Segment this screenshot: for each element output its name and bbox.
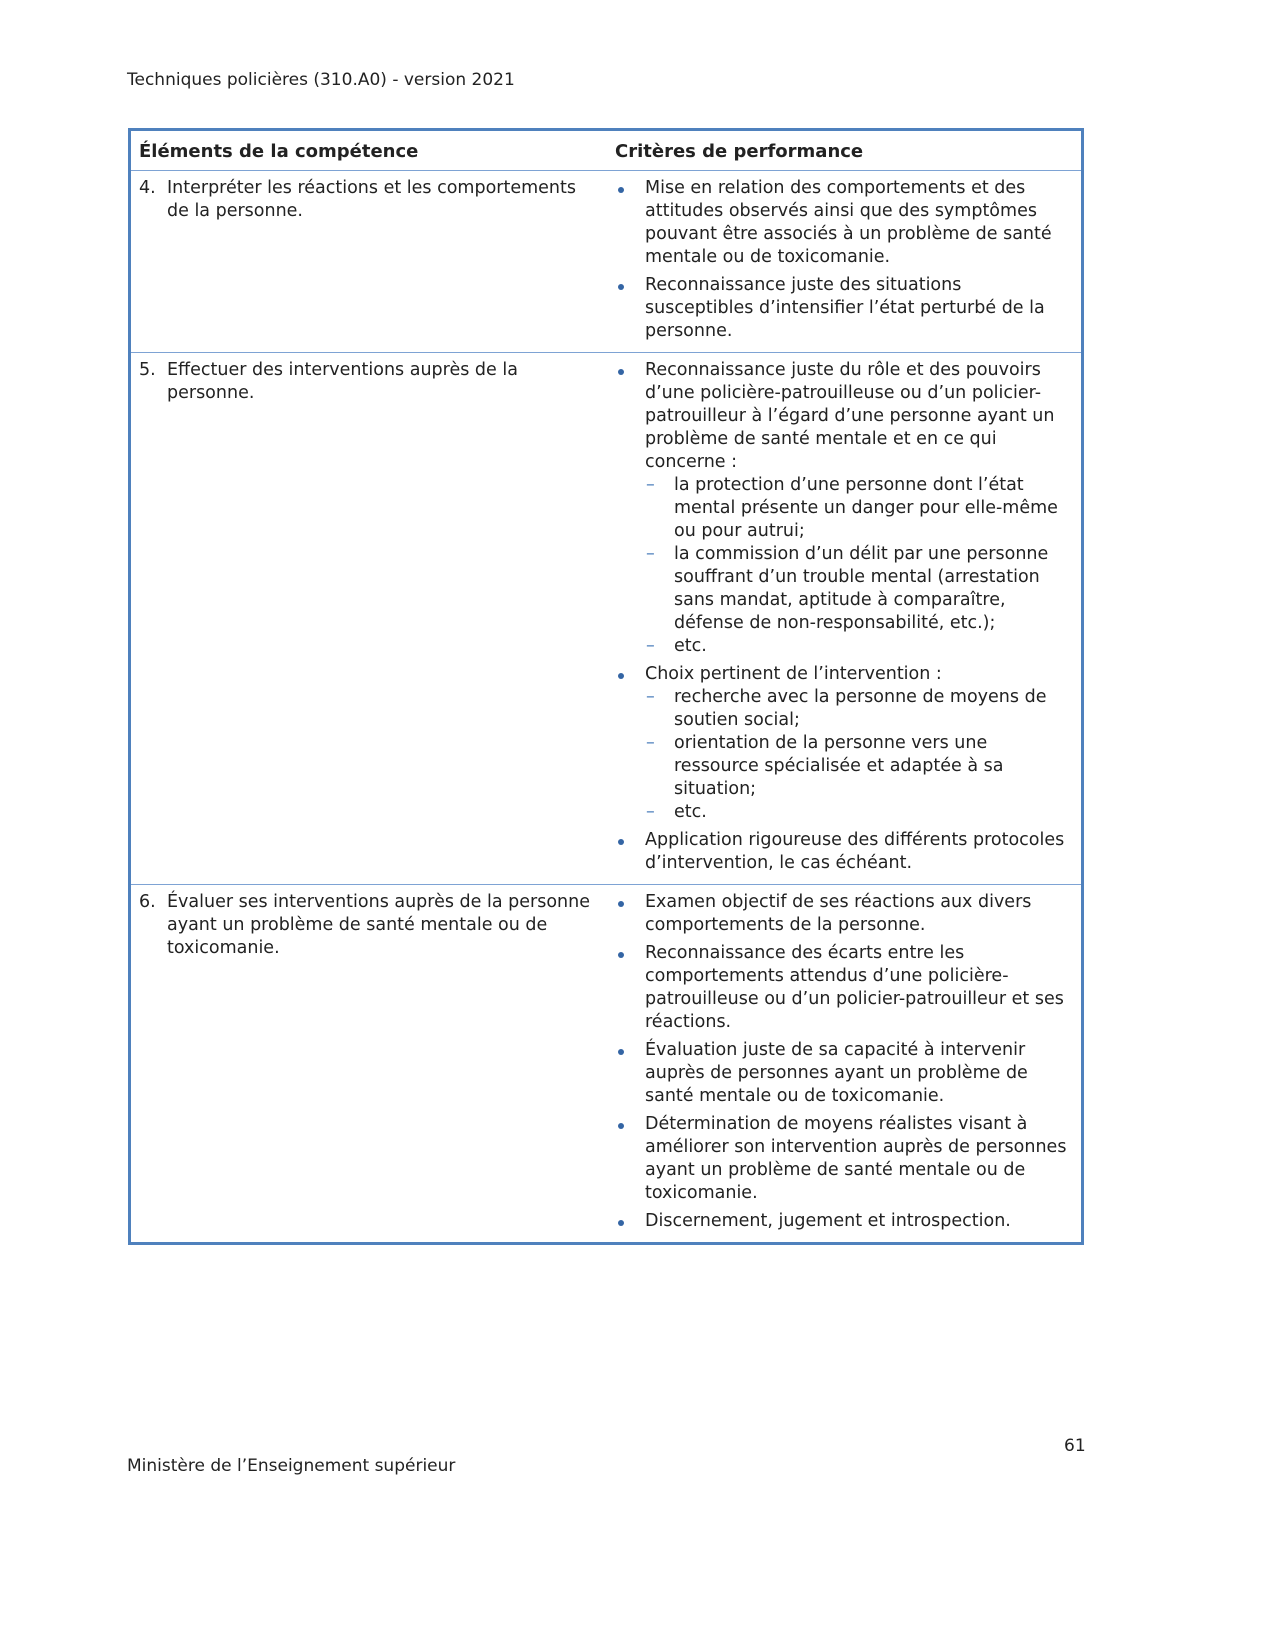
element-number: 6. xyxy=(139,892,156,912)
element-cell xyxy=(130,353,608,885)
criterion-text: Reconnaissance juste des situations susceptibles d’intensifier l’état perturbé de la personne. xyxy=(645,275,1045,341)
sub-criterion: – la commission d’un délit par une personne souffrant d’un trouble mental (arrestation sans mandat, aptitude à comparaître, défense de non-responsabilité, etc.); xyxy=(645,543,1073,635)
criteria-cell xyxy=(607,885,1083,1244)
table-row xyxy=(130,885,1083,1244)
element-cell xyxy=(130,885,608,1244)
sub-criterion: – etc. xyxy=(645,635,1073,658)
criterion-item xyxy=(615,1113,1073,1205)
criterion-text: Examen objectif de ses réactions aux divers comportements de la personne. xyxy=(645,892,1032,935)
criterion-item xyxy=(615,1210,1073,1233)
page-number: 61 xyxy=(1064,1436,1086,1456)
criterion-text: Reconnaissance des écarts entre les comportements attendus d’une policière-patrouilleuse ou d’un policier-patrouilleur et ses réactions. xyxy=(645,943,1064,1032)
criterion-text: Mise en relation des comportements et des attitudes observés ainsi que des symptômes pouvant être associés à un problème de santé mentale ou de toxicomanie. xyxy=(645,178,1052,267)
criterion-item xyxy=(615,891,1073,937)
criterion-text: Choix pertinent de l’intervention : xyxy=(645,664,942,684)
criterion-text: Discernement, jugement et introspection. xyxy=(645,1211,1011,1231)
criterion-item xyxy=(615,177,1073,269)
criterion-text: Détermination de moyens réalistes visant à améliorer son intervention auprès de personnes ayant un problème de santé mentale ou de toxicomanie. xyxy=(645,1114,1067,1203)
column-header-elements: Éléments de la compétence xyxy=(130,130,608,171)
element-cell xyxy=(130,171,608,353)
element-number: 4. xyxy=(139,178,156,198)
element-number: 5. xyxy=(139,360,156,380)
table-row xyxy=(130,353,1083,885)
element-text: Interpréter les réactions et les comportements de la personne. xyxy=(167,178,576,221)
running-header: Techniques policières (310.A0) - version 2021 xyxy=(127,70,515,90)
element-text: Évaluer ses interventions auprès de la personne ayant un problème de santé mentale ou de toxicomanie. xyxy=(167,892,590,958)
table-row xyxy=(130,171,1083,353)
footer: Ministère de l’Enseignement supérieur xyxy=(127,1456,456,1476)
column-header-criteria: Critères de performance xyxy=(607,130,1083,171)
criteria-cell xyxy=(607,171,1083,353)
element-text: Effectuer des interventions auprès de la personne. xyxy=(167,360,518,403)
criterion-text: Reconnaissance juste du rôle et des pouvoirs d’une policière-patrouilleuse ou d’un policier-patrouilleur à l’égard d’une personne ayant un problème de santé mentale et en ce qui concerne : xyxy=(645,360,1055,472)
criterion-item xyxy=(615,942,1073,1034)
criterion-item xyxy=(615,274,1073,343)
criterion-text: Évaluation juste de sa capacité à intervenir auprès de personnes ayant un problème de santé mentale ou de toxicomanie. xyxy=(645,1040,1028,1106)
competence-table xyxy=(128,128,1084,1245)
criterion-item xyxy=(615,1039,1073,1108)
sub-criterion: – orientation de la personne vers une ressource spécialisée et adaptée à sa situation; xyxy=(645,732,1073,801)
sub-criterion: – recherche avec la personne de moyens de soutien social; xyxy=(645,686,1073,732)
criterion-item xyxy=(615,663,1073,824)
criterion-item xyxy=(615,829,1073,875)
criteria-cell xyxy=(607,353,1083,885)
sub-criterion: – etc. xyxy=(645,801,1073,824)
criterion-text: Application rigoureuse des différents protocoles d’intervention, le cas échéant. xyxy=(645,830,1065,873)
criterion-item xyxy=(615,359,1073,658)
sub-criterion: – la protection d’une personne dont l’état mental présente un danger pour elle-même ou pour autrui; xyxy=(645,474,1073,543)
